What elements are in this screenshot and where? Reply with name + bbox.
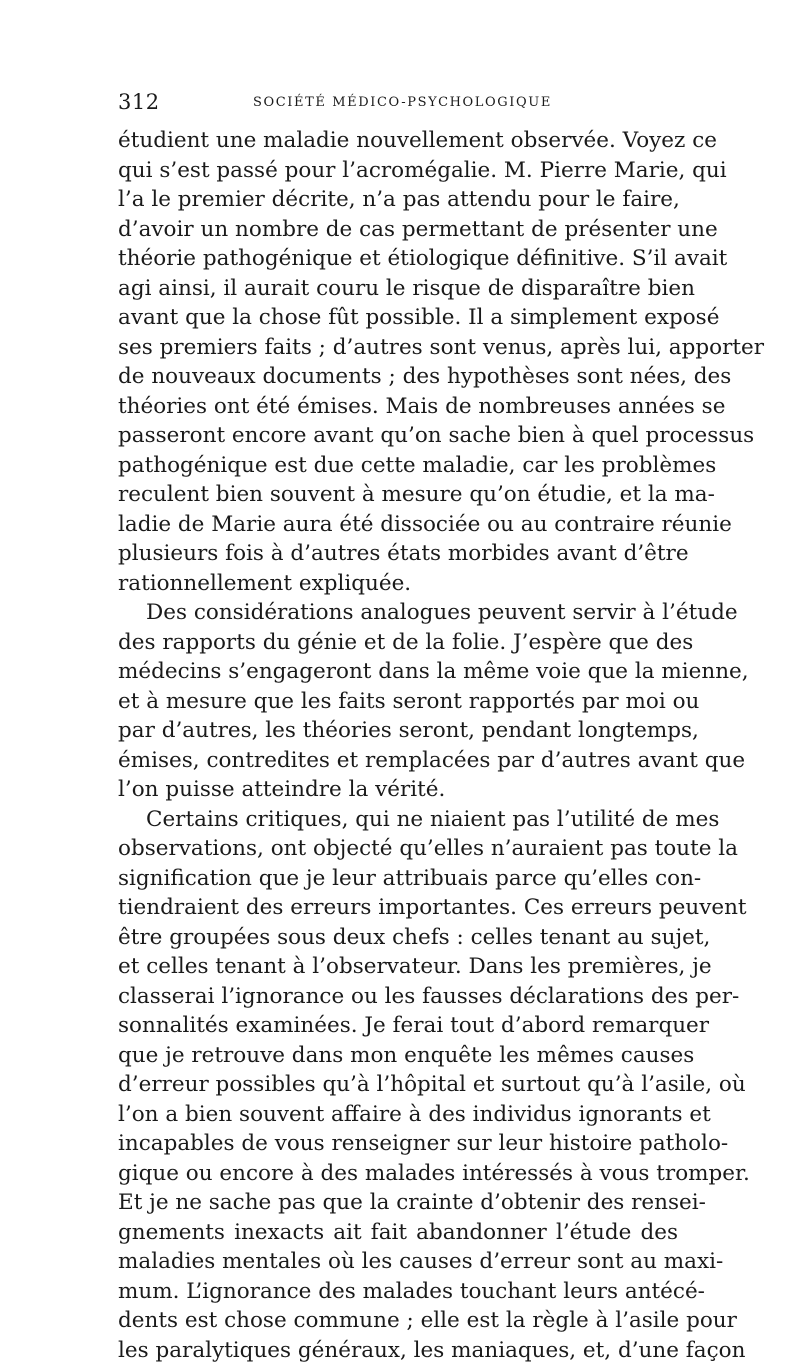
text-line: médecins s’engageront dans la même voie que la mienne,	[118, 657, 678, 687]
text-line: avant que la chose fût possible. Il a simplement exposé	[118, 303, 678, 333]
text-line: étudient une maladie nouvellement observée. Voyez ce	[118, 126, 678, 156]
text-line: incapables de vous renseigner sur leur histoire patholo-	[118, 1129, 678, 1159]
text-line: rationnellement expliquée.	[118, 569, 678, 599]
text-line: tiendraient des erreurs importantes. Ces erreurs peuvent	[118, 893, 678, 923]
text-line: classerai l’ignorance ou les fausses déclarations des per-	[118, 982, 678, 1012]
running-head: SOCIÉTÉ MÉDICO-PSYCHOLOGIQUE	[253, 94, 552, 112]
text-line: l’on a bien souvent affaire à des individus ignorants et	[118, 1100, 678, 1130]
text-line: être groupées sous deux chefs : celles tenant au sujet,	[118, 923, 678, 953]
text-line: de nouveaux documents ; des hypothèses sont nées, des	[118, 362, 678, 392]
text-line: que je retrouve dans mon enquête les mêmes causes	[118, 1041, 678, 1071]
text-line: passeront encore avant qu’on sache bien à quel processus	[118, 421, 678, 451]
text-line: Et je ne sache pas que la crainte d’obtenir des rensei-	[118, 1188, 678, 1218]
text-line: mum. L’ignorance des malades touchant leurs antécé-	[118, 1277, 678, 1307]
text-line: gique ou encore à des malades intéressés à vous tromper.	[118, 1159, 678, 1189]
text-line: et celles tenant à l’observateur. Dans les premières, je	[118, 952, 678, 982]
text-line: théories ont été émises. Mais de nombreuses années se	[118, 392, 678, 422]
text-line: par d’autres, les théories seront, pendant longtemps,	[118, 716, 678, 746]
text-line: d’avoir un nombre de cas permettant de présenter une	[118, 215, 678, 245]
text-line: ses premiers faits ; d’autres sont venus, après lui, apporter	[118, 333, 678, 363]
text-line: signification que je leur attribuais parce qu’elles con-	[118, 864, 678, 894]
text-line: gnements inexacts ait fait abandonner l’étude des	[118, 1218, 678, 1248]
text-line: l’on puisse atteindre la vérité.	[118, 775, 678, 805]
text-line: Des considérations analogues peuvent servir à l’étude	[118, 598, 678, 628]
text-line: émises, contredites et remplacées par d’autres avant que	[118, 746, 678, 776]
text-line: dents est chose commune ; elle est la règle à l’asile pour	[118, 1306, 678, 1336]
text-line: Certains critiques, qui ne niaient pas l’utilité de mes	[118, 805, 678, 835]
text-line: pathogénique est due cette maladie, car les problèmes	[118, 451, 678, 481]
text-line: les paralytiques généraux, les maniaques, et, d’une façon	[118, 1336, 678, 1365]
text-line: ladie de Marie aura été dissociée ou au contraire réunie	[118, 510, 678, 540]
text-line: théorie pathogénique et étiologique définitive. S’il avait	[118, 244, 678, 274]
text-line: maladies mentales où les causes d’erreur sont au maxi-	[118, 1247, 678, 1277]
text-line: reculent bien souvent à mesure qu’on étudie, et la ma-	[118, 480, 678, 510]
text-line: qui s’est passé pour l’acromégalie. M. Pierre Marie, qui	[118, 156, 678, 186]
text-line: plusieurs fois à d’autres états morbides avant d’être	[118, 539, 678, 569]
text-line: des rapports du génie et de la folie. J’espère que des	[118, 628, 678, 658]
body-text	[118, 126, 678, 1365]
text-line: l’a le premier décrite, n’a pas attendu pour le faire,	[118, 185, 678, 215]
text-line: d’erreur possibles qu’à l’hôpital et surtout qu’à l’asile, où	[118, 1070, 678, 1100]
page-header	[118, 90, 678, 118]
page-number: 312	[118, 90, 160, 114]
text-line: sonnalités examinées. Je ferai tout d’abord remarquer	[118, 1011, 678, 1041]
text-line: agi ainsi, il aurait couru le risque de disparaître bien	[118, 274, 678, 304]
text-line: et à mesure que les faits seront rapportés par moi ou	[118, 687, 678, 717]
text-line: observations, ont objecté qu’elles n’auraient pas toute la	[118, 834, 678, 864]
